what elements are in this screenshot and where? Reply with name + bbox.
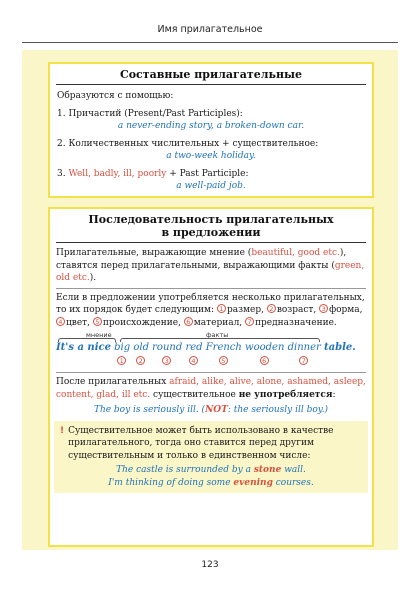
intro-text: Образуются с помощью: (57, 91, 174, 101)
order-item-label: цвет, (66, 317, 93, 328)
order-number-badge: 7 (245, 317, 254, 326)
order-example (56, 329, 366, 369)
paragraph-opinion-facts: Прилагательные, выражающие мнение (beautiful, good etc.), ставятся перед прилагательными, выражающими факты (green, old etc.). (56, 248, 365, 283)
title-line: Последовательность прилагательных (88, 213, 334, 226)
header-divider (22, 42, 398, 43)
box-body (50, 243, 372, 493)
order-word: dinner (287, 342, 321, 353)
example-text: a never-ending story, a broken-down car. (117, 121, 305, 131)
highlight-text: evening (233, 477, 273, 488)
paragraph-order: Если в предложении употребляется несколько прилагательных, то их порядок будет следующим: 1 размер, 2 возраст, 3 форма, 4 цвет, 5 происхождение, 6 материал, 7 предназначение. (56, 292, 365, 328)
example-text: The castle is surrounded by a stone wall. (116, 465, 306, 475)
order-number-badge: 3 (319, 304, 328, 313)
order-word: wooden (245, 342, 285, 353)
box-body (50, 85, 372, 193)
order-number-badge: 3 (162, 356, 171, 365)
highlight-text: stone (253, 465, 282, 475)
example-text: I'm thinking of doing some evening courses. (108, 477, 314, 488)
compound-adjectives-box (48, 62, 374, 198)
divider (56, 288, 366, 289)
order-number-badge: 4 (189, 356, 198, 365)
highlight-text: beautiful, good etc. (251, 248, 340, 258)
item-text: + Past Participle: (166, 168, 249, 179)
order-number-badge: 5 (219, 356, 228, 365)
order-sentence (56, 342, 366, 353)
exclamation-icon: ! (60, 425, 65, 436)
order-item-label: размер, (226, 305, 267, 315)
order-item-label: материал, (193, 317, 246, 328)
bold-text: не употребляется (238, 389, 333, 400)
order-item-label: форма, (329, 305, 363, 315)
order-word: red (185, 342, 203, 353)
paragraph-predicative: После прилагательных afraid, alike, alive, alone, ashamed, asleep, content, glad, ill etc. существительное не употребляется: (56, 377, 366, 400)
list-item: 1. Причастий (Present/Past Participles): (57, 108, 243, 119)
order-number-badge: 6 (260, 356, 269, 365)
highlight-text: afraid, alike, alive, alone, ashamed, asleep, content, glad, ill etc. (56, 377, 366, 400)
order-prefix: It's a nice (56, 342, 111, 353)
note-box (54, 421, 368, 494)
example-text: a two-week holiday. (166, 151, 256, 161)
order-suffix: table. (323, 342, 356, 353)
order-number-badge: 4 (56, 317, 65, 326)
highlight-text: green, old etc. (56, 260, 365, 283)
page-number: 123 (201, 560, 219, 570)
list-item (57, 168, 365, 181)
order-number-badge: 5 (93, 317, 102, 326)
order-word: round (152, 342, 183, 353)
order-number-badge: 2 (136, 356, 145, 365)
list-item: 2. Количественных числительных + существительное: (57, 138, 319, 149)
note-text: Существительное может быть использовано в качестве прилагательного, тогда оно ставится перед другим существительным и только в единственном числе: (68, 425, 334, 461)
order-number-badge: 1 (217, 304, 226, 313)
page-title: Имя прилагательное (157, 24, 263, 35)
order-word: French (205, 342, 242, 353)
example-text: The boy is seriously ill. (NOT: the seriously ill boy.) (93, 405, 329, 415)
highlight-text: Well, badly, ill, poorly (68, 168, 167, 179)
opinion-label: мнение (86, 331, 112, 339)
box-title: Составные прилагательные (56, 68, 366, 85)
box-title (56, 213, 366, 243)
page-header (0, 0, 420, 44)
title-line: в предложении (161, 226, 261, 239)
order-number-badge: 1 (117, 356, 126, 365)
order-number-badge: 6 (184, 317, 193, 326)
order-number-badge: 7 (299, 356, 308, 365)
order-word: old (133, 342, 149, 353)
adjective-order-box (48, 207, 374, 547)
order-word: big (114, 342, 131, 353)
order-item-label: предназначение. (255, 317, 337, 328)
order-number-badge: 2 (267, 304, 276, 313)
not-label: NOT (205, 405, 228, 415)
item-number: 3. (57, 168, 66, 179)
order-item-label: происхождение, (102, 317, 184, 328)
order-item-label: возраст, (276, 305, 320, 315)
divider (56, 372, 366, 373)
example-text: a well-paid job. (176, 181, 246, 191)
facts-label: факты (206, 331, 229, 339)
